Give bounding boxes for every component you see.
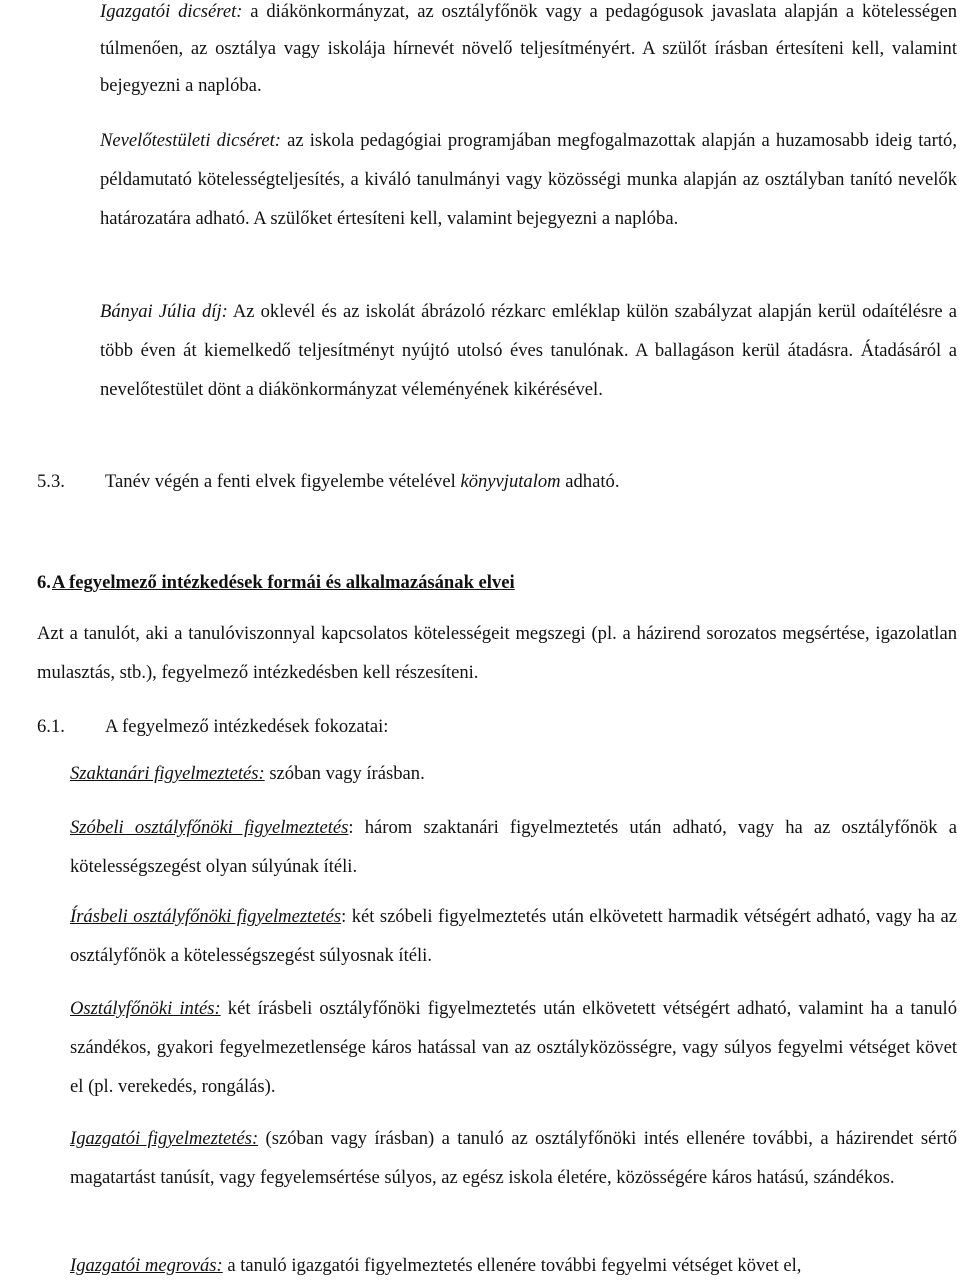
section-5-3-emph: könyvjutalom — [460, 471, 561, 492]
term-igazgatoi-figyelmeztetes: Igazgatói figyelmeztetés: — [70, 1128, 259, 1149]
heading-6-title: A fegyelmező intézkedések formái és alkalmazásának elvei — [52, 572, 515, 593]
term-igazgatoi-dicseret: Igazgatói dicséret: — [100, 1, 243, 22]
section-number-6-1: 6.1. — [37, 716, 65, 737]
text-szobeli-figyelmeztetes: : három szaktanári figyelmeztetés után adható, vagy ha az osztályfőnök a kötelességszegést olyan súlyúnak ítéli. — [70, 817, 957, 877]
paragraph-irasbeli-figyelmeztetes — [70, 897, 957, 975]
section-5-3-post: adható. — [560, 471, 620, 492]
term-banyai-julia-dij: Bányai Júlia díj: — [100, 301, 228, 322]
text-irasbeli-figyelmeztetes: : két szóbeli figyelmeztetés után elkövetett harmadik vétségért adható, vagy ha az osztályfőnök a kötelességszegést súlyosnak ítéli. — [70, 906, 957, 966]
section-5-3-pre: Tanév végén a fenti elvek figyelembe vételével — [105, 471, 461, 492]
paragraph-nevelotestuleti-dicseret — [100, 121, 957, 238]
paragraph-igazgatoi-figyelmeztetes — [70, 1119, 957, 1197]
term-igazgatoi-megrovas: Igazgatói megrovás: — [70, 1255, 223, 1276]
section-6-1-title: A fegyelmező intézkedések fokozatai: — [105, 716, 389, 737]
text-osztalyfonoki-intes: két írásbeli osztályfőnöki figyelmeztetés után elkövetett vétségért adható, valamint ha a tanuló szándékos, gyakori fegyelmezetlensége káros hatással van az osztályközösségre, vagy súlyos fegyelmi vétséget követ el (pl. verekedés, rongálás). — [70, 998, 957, 1097]
heading-number-6: 6. — [37, 572, 51, 593]
text-igazgatoi-dicseret: a diákönkormányzat, az osztályfőnök vagy a pedagógusok javaslata alapján a kötelességen túlmenően, az osztálya vagy iskolája hírnevét növelő teljesítményért. A szülőt írásban értesíteni kell, valamint bejegyezni a naplóba. — [100, 1, 957, 96]
paragraph-osztalyfonoki-intes — [70, 989, 957, 1106]
section-5-3-text — [105, 470, 619, 494]
term-nevelotestuleti-dicseret: Nevelőtestületi dicséret: — [100, 130, 281, 151]
paragraph-szobeli-figyelmeztetes — [70, 808, 957, 886]
text-nevelotestuleti-dicseret: az iskola pedagógiai programjában megfogalmazottak alapján a huzamosabb ideig tartó, példamutató kötelességteljesítés, a kiváló tanulmányi vagy közösségi munka alapján az osztályban tanító nevelők határozatára adható. A szülőket értesíteni kell, valamint bejegyezni a naplóba. — [100, 130, 957, 229]
paragraph-fegyelmezo-intro: Azt a tanulót, aki a tanulóviszonnyal kapcsolatos kötelességeit megszegi (pl. a házirend sorozatos megsértése, igazolatlan mulasztás, stb.), fegyelmező intézkedésben kell részesíteni. — [37, 623, 957, 683]
paragraph-banyai-julia-dij — [100, 292, 957, 409]
text-igazgatoi-megrovas: a tanuló igazgatói figyelmeztetés ellenére további fegyelmi vétséget követ el, — [222, 1255, 802, 1276]
term-szaktanari-figyelmeztetes: Szaktanári figyelmeztetés: — [70, 763, 265, 784]
term-szobeli-figyelmeztetes: Szóbeli osztályfőnöki figyelmeztetés — [70, 817, 349, 838]
paragraph-igazgatoi-megrovas — [70, 1246, 957, 1285]
text-banyai-julia-dij: Az oklevél és az iskolát ábrázoló rézkarc emléklap külön szabályzat alapján kerül odaítélésre a több éven át kiemelkedő teljesítményt nyújtó utolsó éves tanulónak. A ballagáson kerül átadásra. Átadásáról a nevelőtestület dönt a diákönkormányzat véleményének kikérésével. — [100, 301, 957, 400]
paragraph-szaktanari-figyelmeztetes — [70, 754, 957, 793]
text-igazgatoi-figyelmeztetes: (szóban vagy írásban) a tanuló az osztályfőnöki intés ellenére további, a házirendet sértő magatartást tanúsít, vagy fegyelemsértése súlyos, az egész iskola életére, közösségére káros hatású, szándékos. — [70, 1128, 957, 1188]
paragraph-igazgatoi-dicseret — [100, 0, 957, 104]
term-irasbeli-figyelmeztetes: Írásbeli osztályfőnöki figyelmeztetés — [70, 906, 342, 927]
section-number-5-3: 5.3. — [37, 471, 65, 492]
text-szaktanari-figyelmeztetes: szóban vagy írásban. — [264, 763, 425, 784]
term-osztalyfonoki-intes: Osztályfőnöki intés: — [70, 998, 221, 1019]
